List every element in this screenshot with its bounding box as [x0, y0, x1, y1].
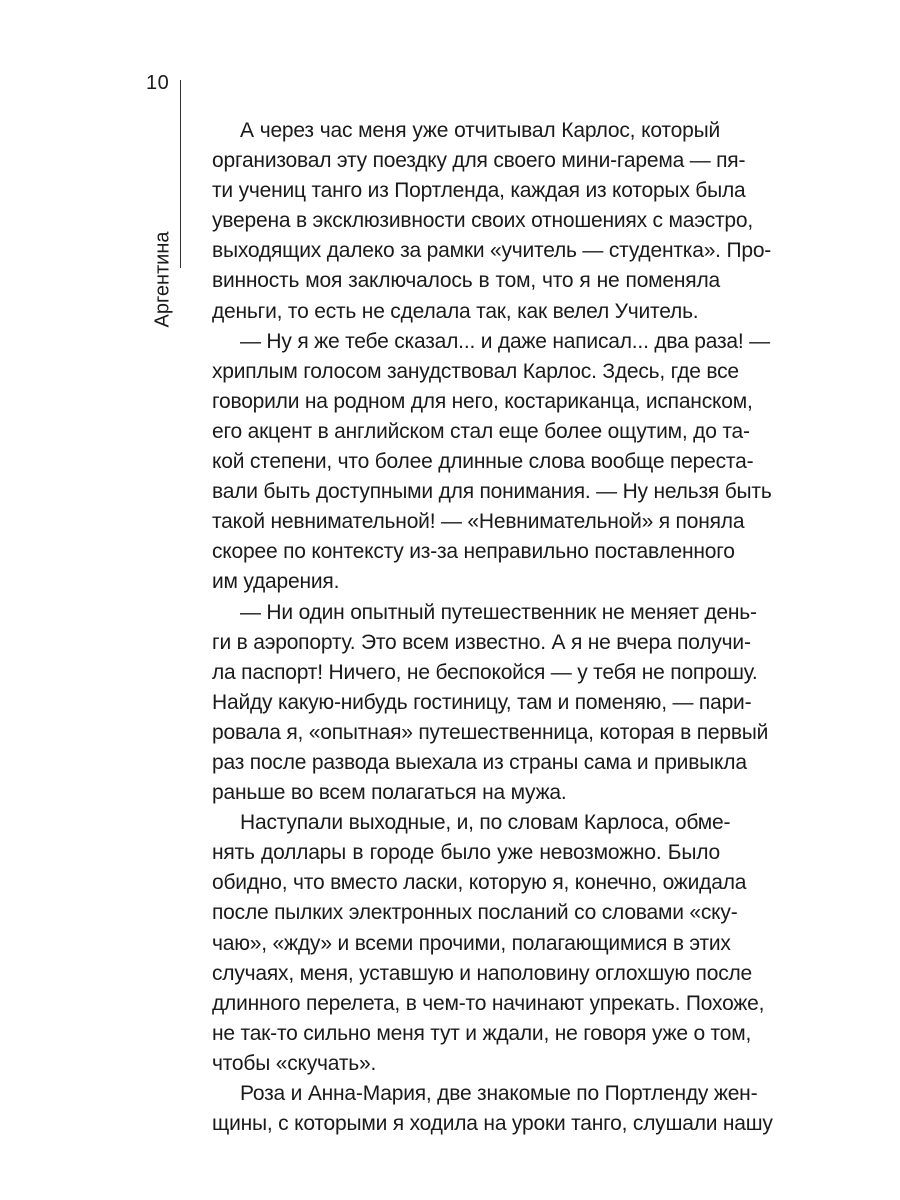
text-line: ровала я, «опытная» путешественница, которая в первый	[212, 720, 769, 744]
text-line: после пылких электронных посланий со словами «ску-	[212, 901, 738, 925]
text-line: его акцент в английском стал еще более ощутим, до та-	[212, 419, 750, 443]
header-rule	[180, 80, 181, 268]
text-line: А через час меня уже отчитывал Карлос, который	[240, 119, 720, 142]
text-line: Наступали выходные, и, по словам Карлоса, обме-	[240, 811, 731, 835]
text-block	[212, 116, 773, 1139]
text-line: Роза и Анна-Мария, две знакомые по Портленду жен-	[240, 1082, 758, 1105]
text-line: скорее по контексту из-за неправильно поставленного	[212, 540, 735, 564]
text-line: им ударения.	[212, 570, 340, 594]
text-line: уверена в эксклюзивности своих отношениях с маэстро,	[212, 209, 754, 233]
text-line: длинного перелета, в чем-то начинают упрекать. Похоже,	[212, 991, 765, 1015]
text-line: говорили на родном для него, костариканца, испанском,	[212, 389, 753, 413]
text-line: ги в аэропорту. Это всем известно. А я не вчера получи-	[212, 630, 751, 654]
text-line: случаях, меня, уставшую и наполовину оглохшую после	[212, 961, 753, 985]
text-line: — Ни один опытный путешественник не меняет день-	[240, 600, 757, 624]
text-line: раз после развода выехала из страны сама и привыкла	[212, 750, 747, 774]
text-line: нять доллары в городе было уже невозможно. Было	[212, 841, 720, 865]
text-line: ла паспорт! Ничего, не беспокойся — у тебя не попрошу.	[212, 660, 758, 684]
text-line: организовал эту поездку для своего мини-гарема — пя-	[212, 149, 746, 173]
text-line: не так-то сильно меня тут и ждали, не говоря уже о том,	[212, 1021, 752, 1045]
text-line: такой невнимательной! — «Невнимательной» я поняла	[212, 510, 745, 534]
running-head: Аргентина	[151, 231, 174, 328]
text-line: вали быть доступными для понимания. — Ну нельзя быть	[212, 480, 772, 504]
text-line: винность моя заключалось в том, что я не поменяла	[212, 269, 720, 293]
text-line: — Ну я же тебе сказал... и даже написал... два раза! —	[240, 329, 770, 353]
text-line: деньги, то есть не сделала так, как велел Учитель.	[212, 299, 699, 323]
text-line: щины, с которыми я ходила на уроки танго, слушали нашу	[212, 1112, 773, 1136]
text-line: раньше во всем полагаться на мужа.	[212, 781, 567, 805]
text-line: обидно, что вместо ласки, которую я, конечно, ожидала	[212, 871, 747, 895]
text-line: Найду какую-нибудь гостиницу, там и поменяю, — пари-	[212, 690, 752, 714]
text-line: чтобы «скучать».	[212, 1051, 377, 1075]
text-line: ти учениц танго из Портленда, каждая из которых была	[212, 179, 746, 203]
page-number: 10	[146, 72, 170, 94]
text-line: хриплым голосом занудствовал Карлос. Здесь, где все	[212, 359, 739, 383]
text-line: выходящих далеко за рамки «учитель — студентка». Про-	[212, 239, 772, 263]
text-line: кой степени, что более длинные слова вообще переста-	[212, 450, 754, 474]
text-line: чаю», «жду» и всеми прочими, полагающимися в этих	[212, 931, 731, 955]
